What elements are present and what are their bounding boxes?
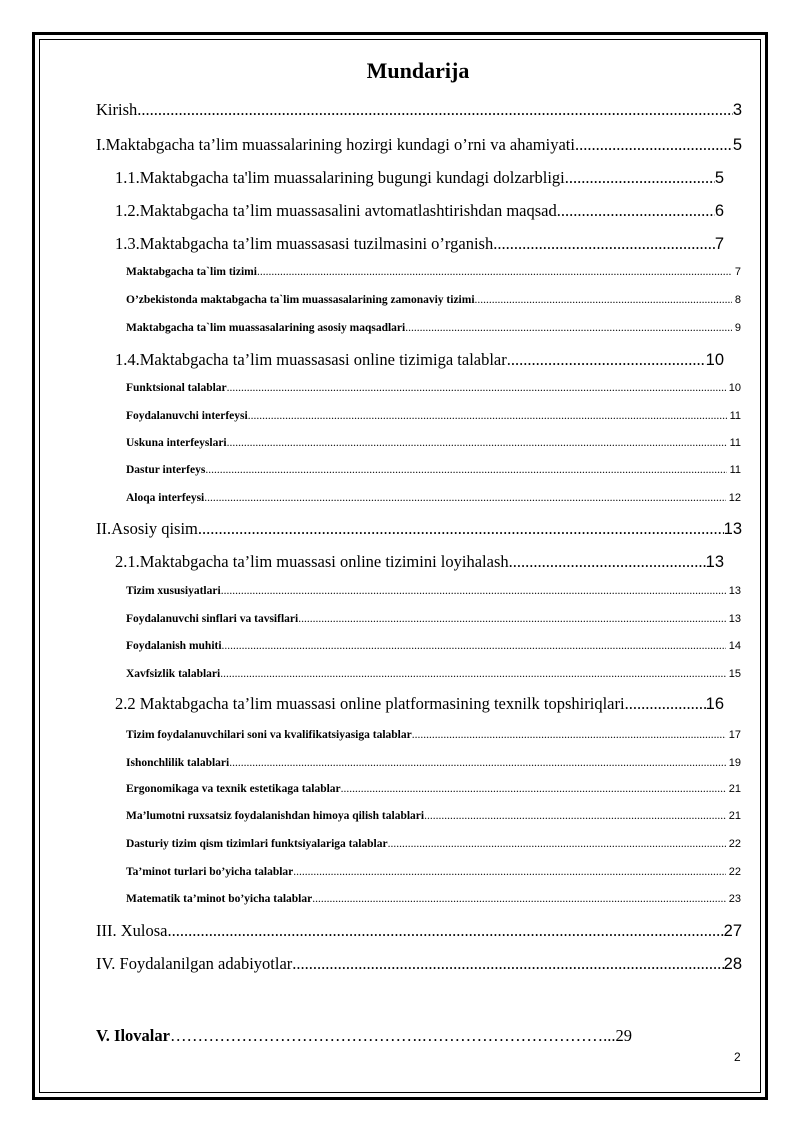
toc-entry-subsection[interactable] [126, 783, 741, 795]
toc-entry-text: 2.2 Maktabgacha ta’lim muassasi online platformasining texnilk topshiriqlari [115, 694, 625, 713]
toc-page-number: 15 [728, 668, 741, 680]
toc-entry-subsection[interactable] [126, 757, 741, 769]
toc-entry-text: Funktsional talablar [126, 382, 227, 394]
toc-page-number: 13 [705, 553, 724, 571]
toc-leader-dots [205, 464, 726, 476]
toc-entry-text: Maktabgacha ta’lim muassasasi tuzilmasini o’rganish [139, 234, 494, 253]
toc-entry-section-1-3[interactable] [115, 234, 724, 254]
toc-entry-subsection[interactable] [126, 613, 741, 625]
toc-entry-subsection[interactable] [126, 838, 741, 850]
toc-leader-dots [248, 410, 727, 422]
toc-leader-dots [388, 838, 726, 850]
toc-entry-text: Ergonomikaga va texnik estetikaga talablar [126, 783, 341, 795]
toc-entry-text: Maktabgacha ta’lim muassalarining hozirgi kundagi o’rni va ahamiyati [105, 135, 575, 154]
toc-entry-section-2-2[interactable] [115, 694, 724, 714]
toc-leader-dots [167, 921, 723, 941]
toc-entry-text: Maktabgacha ta`lim muassasalarining asosiy maqsadlari [126, 322, 406, 334]
toc-page-number: 27 [723, 922, 742, 940]
toc-page-number: 21 [728, 783, 741, 795]
toc-entry-chapter-3[interactable] [96, 921, 742, 941]
toc-leader-dots [221, 585, 726, 597]
toc-entry-subsection[interactable] [126, 866, 741, 878]
toc-entry-subsection[interactable] [126, 492, 741, 504]
toc-page-number: 23 [728, 893, 741, 905]
toc-entry-text: Maktabgacha ta'lim muassalarining bugungi kundagi dolzarbligi [139, 168, 565, 187]
toc-page-number: 7 [714, 235, 724, 253]
toc-entry-text: Aloqa interfeysi [126, 492, 205, 504]
toc-leader-dots [292, 954, 723, 974]
page-number: 2 [734, 1050, 741, 1064]
toc-leader-dots [565, 168, 715, 188]
toc-leader-dots [222, 640, 726, 652]
toc-entry-subsection[interactable] [126, 322, 741, 334]
toc-page-number: 13 [728, 585, 741, 597]
toc-leader-dots [412, 729, 726, 741]
toc-entry-subsection[interactable] [126, 266, 741, 278]
toc-leader-dots [227, 437, 727, 449]
toc-entry-subsection[interactable] [126, 437, 741, 449]
toc-leader-dots [405, 322, 732, 334]
toc-leader-dots [298, 613, 726, 625]
toc-page-number: 14 [728, 640, 741, 652]
toc-page-number: 13 [728, 613, 741, 625]
toc-entry-text: Maktabgacha ta’lim muassasasi online tizimiga talablar [139, 350, 507, 369]
toc-leader-dots [220, 668, 726, 680]
toc-page-number: 28 [723, 955, 742, 973]
toc-entry-section-1-1[interactable] [115, 168, 724, 188]
toc-entry-section-2-1[interactable] [115, 552, 724, 572]
toc-entry-subsection[interactable] [126, 410, 741, 422]
toc-page-number: 13 [723, 520, 742, 538]
toc-page-number: 5 [732, 136, 742, 154]
toc-entry-text: Kirish [96, 100, 138, 119]
toc-entry-subsection[interactable] [126, 585, 741, 597]
toc-leader-dots [257, 266, 732, 278]
toc-entry-text: Tizim xususiyatlari [126, 585, 221, 597]
toc-page-number: 11 [729, 464, 741, 476]
toc-entry-text: Foydalanuvchi sinflari va tavsiflari [126, 613, 299, 625]
toc-entry-text: Maktabgacha ta’lim muassasi online tizimini loyihalash [139, 552, 509, 571]
toc-entry-subsection[interactable] [126, 382, 741, 394]
toc-entry-text: Maktabgacha ta`lim tizimi [126, 266, 257, 278]
page-title: Mundarija [366, 58, 470, 83]
toc-entry-number: 1.3. [115, 234, 140, 253]
toc-entry-text: Maktabgacha ta’lim muassasalini avtomatlashtirishdan maqsad [139, 201, 557, 220]
toc-page-number: 3 [732, 101, 742, 119]
toc-entry-text: IV. Foydalanilgan adabiyotlar [96, 954, 293, 973]
toc-entry-subsection[interactable] [126, 294, 741, 306]
toc-entry-section-1-4[interactable] [115, 350, 724, 370]
toc-entry-number: 1.2. [115, 201, 140, 220]
toc-leader-dots [341, 783, 726, 795]
toc-leader-dots [293, 866, 725, 878]
toc-leader-dots [227, 382, 726, 394]
toc-leader-dots [312, 893, 726, 905]
toc-entry-chapter-5[interactable] [96, 1026, 632, 1046]
toc-page-number: 8 [734, 294, 741, 306]
toc-entry-section-1-2[interactable] [115, 201, 724, 221]
toc-entry-kirish[interactable] [96, 100, 742, 120]
toc-page-number: 10 [728, 382, 741, 394]
toc-page-number: 22 [728, 866, 741, 878]
toc-entry-text: O’zbekistonda maktabgacha ta`lim muassasalarining zamonaviy tizimi [126, 294, 475, 306]
toc-entry-subsection[interactable] [126, 810, 741, 822]
toc-entry-number: I. [96, 135, 106, 154]
toc-page-number: 29 [615, 1026, 632, 1045]
toc-leader-dots [198, 519, 724, 539]
toc-leader-dots: ……………………………………….……………………………... [169, 1026, 616, 1045]
toc-entry-text: Tizim foydalanuvchilari soni va kvalifikatsiyasiga talablar [126, 729, 412, 741]
toc-entry-number: II. [96, 519, 112, 538]
toc-page-number: 19 [728, 757, 741, 769]
toc-leader-dots [424, 810, 726, 822]
toc-leader-dots [493, 234, 715, 254]
toc-entry-subsection[interactable] [126, 464, 741, 476]
toc-leader-dots [507, 350, 706, 370]
toc-entry-chapter-2[interactable] [96, 519, 742, 539]
toc-page-number: 11 [729, 437, 741, 449]
toc-page-number: 11 [729, 410, 741, 422]
toc-leader-dots [475, 294, 732, 306]
toc-page-number: 6 [714, 202, 724, 220]
toc-page-number: 5 [714, 169, 724, 187]
toc-entry-chapter-4[interactable] [96, 954, 742, 974]
toc-entry-chapter-1[interactable] [96, 135, 742, 155]
toc-page-number: 10 [705, 351, 724, 369]
toc-entry-subsection[interactable] [126, 893, 741, 905]
toc-entry-text: Ishonchlilik talablari [126, 757, 230, 769]
toc-entry-number: 1.1. [115, 168, 140, 187]
toc-leader-dots [557, 201, 715, 221]
toc-leader-dots [229, 757, 726, 769]
toc-entry-subsection[interactable] [126, 640, 741, 652]
toc-entry-number: 2.1. [115, 552, 140, 571]
toc-entry-text: Ma’lumotni ruxsatsiz foydalanishdan himoya qilish talablari [126, 810, 425, 822]
toc-leader-dots [575, 135, 733, 155]
toc-page-number: 16 [705, 695, 724, 713]
toc-entry-subsection[interactable] [126, 668, 741, 680]
toc-entry-text: Ta’minot turlari bo’yicha talablar [126, 866, 294, 878]
toc-leader-dots [137, 100, 733, 120]
toc-page-number: 21 [728, 810, 741, 822]
toc-entry-subsection[interactable] [126, 729, 741, 741]
toc-entry-text: Uskuna interfeyslari [126, 437, 227, 449]
toc-entry-text: Dastur interfeys [126, 464, 206, 476]
toc-entry-text: Matematik ta’minot bo’yicha talablar [126, 893, 313, 905]
toc-entry-text: V. Ilovalar [96, 1026, 170, 1045]
toc-page-number: 17 [728, 729, 741, 741]
toc-entry-text: Dasturiy tizim qism tizimlari funktsiyalariga talablar [126, 838, 388, 850]
toc-page-number: 9 [734, 322, 741, 334]
toc-entry-number: 1.4. [115, 350, 140, 369]
toc-entry-text: Asosiy qisim [111, 519, 198, 538]
toc-entry-text: III. Xulosa [96, 921, 168, 940]
toc-page-number: 7 [734, 266, 741, 278]
toc-entry-text: Xavfsizlik talablari [126, 668, 221, 680]
toc-leader-dots [204, 492, 725, 504]
toc-leader-dots [625, 694, 706, 714]
toc-page-number: 12 [728, 492, 741, 504]
toc-leader-dots [509, 552, 706, 572]
toc-entry-text: Foydalanuvchi interfeysi [126, 410, 248, 422]
toc-page-number: 22 [728, 838, 741, 850]
toc-entry-text: Foydalanish muhiti [126, 640, 222, 652]
